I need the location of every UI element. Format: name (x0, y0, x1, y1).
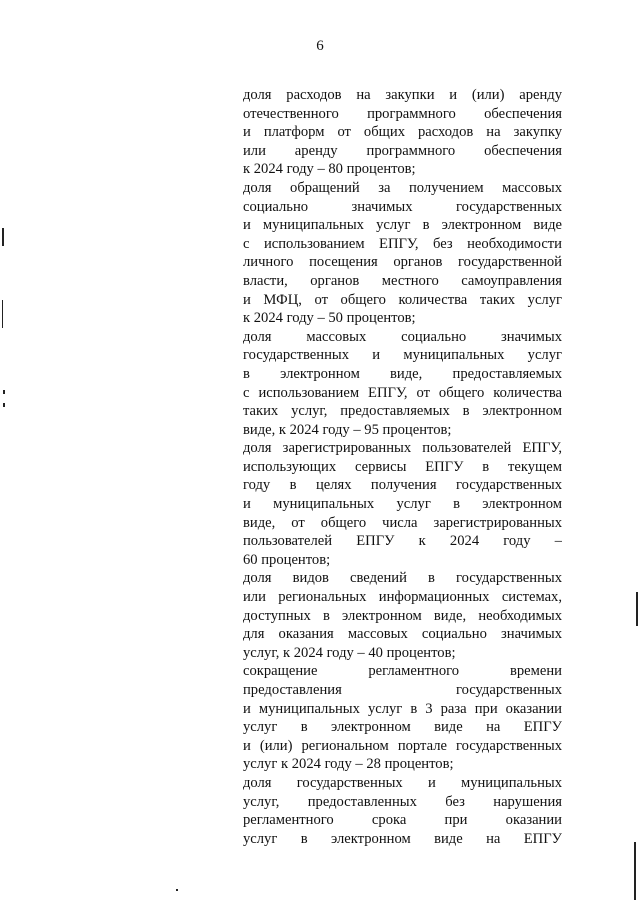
text-line: пользователей ЕПГУ к 2024 году – (243, 533, 562, 550)
text-line: предоставления государственных (243, 682, 562, 698)
text-line: доля зарегистрированных пользователей ЕПГУ, (243, 440, 562, 457)
text-line: или аренду программного обеспечения (243, 142, 562, 159)
text-line: регламентного срока при оказании (243, 812, 562, 829)
scan-artifact-left-2 (2, 300, 3, 328)
text-line: с использованием ЕПГУ, от общего количества (243, 384, 562, 401)
text-line: доля обращений за получением массовых (243, 179, 562, 196)
scan-artifact-left-4 (3, 403, 5, 407)
text-line: для оказания массовых социально значимых (243, 626, 562, 643)
text-line: или региональных информационных системах, (243, 589, 562, 606)
text-line: услуг, предоставленных без нарушения (243, 793, 562, 810)
text-line: сокращение регламентного времени (243, 663, 562, 680)
text-line: 60 процентов; (243, 551, 331, 568)
text-line: отечественного программного обеспечения (243, 105, 562, 122)
text-line: в электронном виде, предоставляемых (243, 365, 562, 382)
text-line: и (или) региональном портале государственных (243, 737, 562, 754)
text-line: году в целях получения государственных (243, 477, 562, 494)
text-line: доля массовых социально значимых (243, 328, 562, 345)
text-line: услуг к 2024 году – 28 процентов; (243, 756, 454, 773)
text-line: власти, органов местного самоуправления (243, 272, 562, 289)
text-line: и МФЦ, от общего количества таких услуг (243, 291, 562, 308)
scan-artifact-left-3 (3, 390, 5, 394)
text-line: использующих сервисы ЕПГУ в текущем (243, 458, 562, 475)
text-line: к 2024 году – 50 процентов; (243, 310, 416, 327)
scan-artifact-bottom-dot (176, 889, 178, 891)
text-line: виде, от общего числа зарегистрированных (243, 514, 562, 531)
text-line: таких услуг, предоставляемых в электронном (243, 403, 562, 420)
scan-artifact-right-2 (634, 842, 636, 900)
text-line: государственных и муниципальных услуг (243, 347, 562, 364)
text-line: виде, к 2024 году – 95 процентов; (243, 421, 452, 438)
text-line: и муниципальных услуг в электронном (243, 496, 562, 513)
text-line: доля видов сведений в государственных (243, 570, 562, 587)
scan-artifact-left-1 (2, 228, 4, 246)
text-line: и платформ от общих расходов на закупку (243, 124, 562, 141)
text-line: к 2024 году – 80 процентов; (243, 161, 416, 178)
page-number: 6 (316, 38, 324, 54)
text-line: доля государственных и муниципальных (243, 774, 562, 791)
text-line: услуг, к 2024 году – 40 процентов; (243, 644, 456, 661)
document-body (243, 86, 562, 848)
text-line: услуг в электронном виде на ЕПГУ (243, 719, 562, 736)
text-line: услуг в электронном виде на ЕПГУ (243, 830, 562, 847)
scan-artifact-right-1 (636, 592, 638, 626)
text-line: личного посещения органов государственной (243, 254, 562, 271)
text-line: и муниципальных услуг в электронном виде (243, 217, 562, 234)
text-line: и муниципальных услуг в 3 раза при оказании (243, 700, 562, 717)
text-line: доля расходов на закупки и (или) аренду (243, 87, 562, 103)
text-line: социально значимых государственных (243, 198, 562, 215)
text-line: доступных в электронном виде, необходимых (243, 607, 562, 624)
text-line: с использованием ЕПГУ, без необходимости (243, 235, 562, 252)
